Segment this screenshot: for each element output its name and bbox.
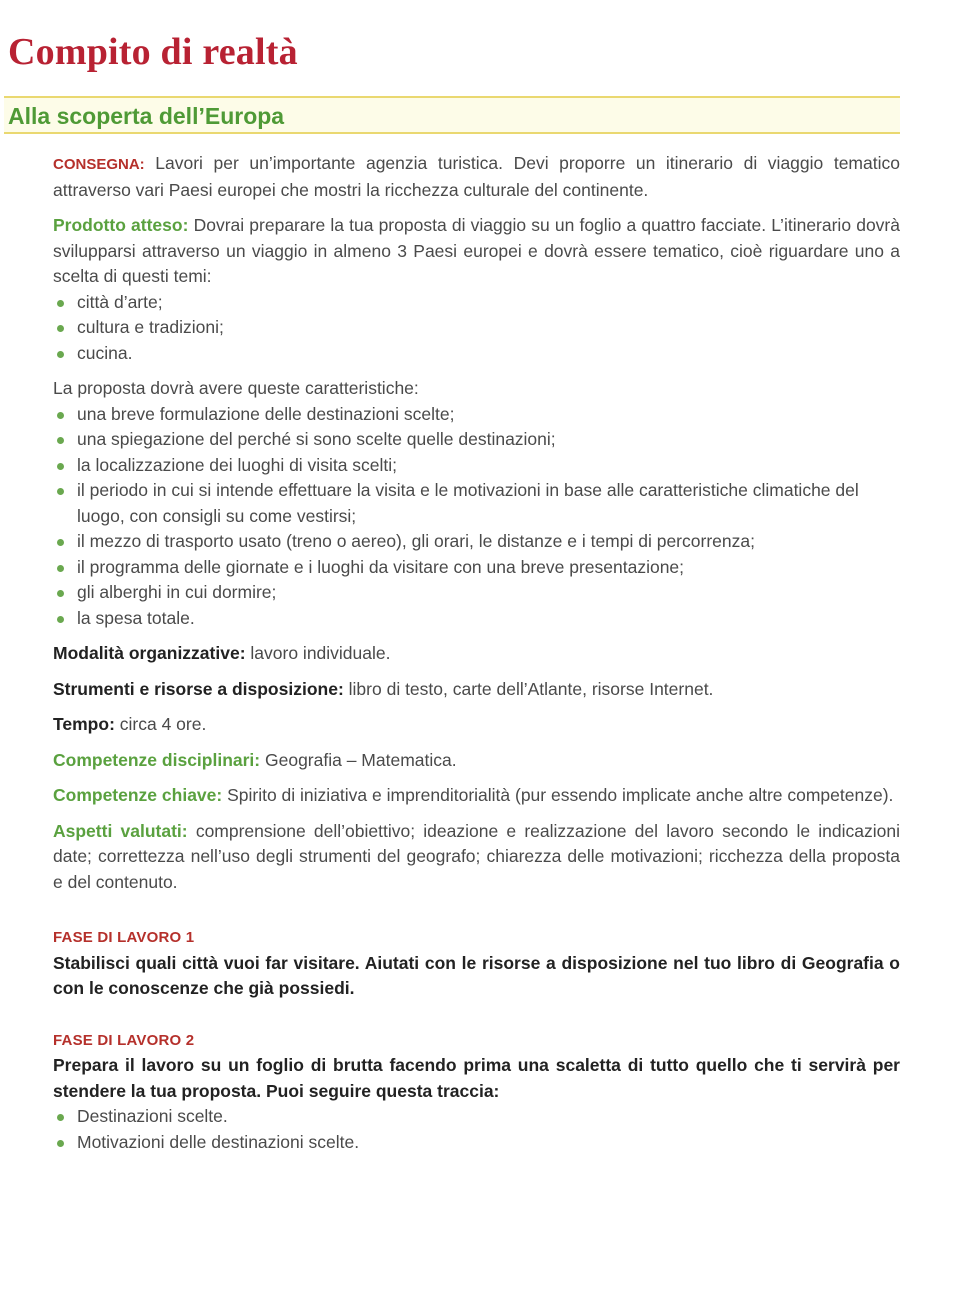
aspetti-paragraph: [53, 819, 900, 896]
section-band: [4, 96, 900, 134]
themes-list: [53, 290, 900, 367]
competenze-disciplinari-text: Geografia – Matematica.: [265, 749, 457, 770]
modalita-paragraph: [53, 641, 900, 667]
consegna-label: CONSEGNA:: [53, 156, 145, 173]
consegna-paragraph: [53, 151, 900, 203]
list-item: la localizzazione dei luoghi di visita scelti;: [53, 453, 900, 479]
list-item: Motivazioni delle destinazioni scelte.: [53, 1130, 900, 1156]
prodotto-paragraph: [53, 213, 900, 290]
list-item: cultura e tradizioni;: [53, 315, 900, 341]
list-item: una breve formulazione delle destinazioni scelte;: [53, 402, 900, 428]
list-item: il periodo in cui si intende effettuare la visita e le motivazioni in base alle caratteristiche climatiche del luogo, con consigli su come vestirsi;: [53, 478, 900, 529]
modalita-text: lavoro individuale.: [250, 643, 391, 663]
list-item: città d’arte;: [53, 290, 900, 316]
fase-2-list: [53, 1104, 900, 1155]
competenze-chiave-paragraph: [53, 783, 900, 809]
list-item: una spiegazione del perché si sono scelte quelle destinazioni;: [53, 427, 900, 453]
page-title: Compito di realtà: [8, 31, 298, 73]
list-item: la spesa totale.: [53, 606, 900, 632]
section-title: Alla scoperta dell’Europa: [8, 103, 285, 129]
list-item: il programma delle giornate e i luoghi da visitare con una breve presentazione;: [53, 555, 900, 581]
competenze-disciplinari-paragraph: [53, 748, 900, 774]
competenze-chiave-text: Spirito di iniziativa e imprenditorialità (pur essendo implicate anche altre competenze).: [227, 785, 894, 805]
tempo-label: Tempo:: [53, 714, 115, 734]
competenze-disciplinari-label: Competenze disciplinari:: [53, 749, 261, 770]
modalita-label: Modalità organizzative:: [53, 643, 246, 663]
aspetti-text: comprensione dell’obiettivo; ideazione e realizzazione del lavoro secondo le indicazioni date; correttezza nell’uso degli strumenti del geografo; chiarezza delle motivazioni; ricchezza della proposta e del contenuto.: [53, 820, 900, 892]
competenze-chiave-label: Competenze chiave:: [53, 785, 223, 805]
tempo-paragraph: [53, 712, 900, 738]
tempo-text: circa 4 ore.: [119, 714, 207, 734]
list-item: Destinazioni scelte.: [53, 1104, 900, 1130]
fase-2: [53, 1028, 900, 1156]
list-item: cucina.: [53, 341, 900, 367]
list-item: gli alberghi in cui dormire;: [53, 580, 900, 606]
list-item: il mezzo di trasporto usato (treno o aereo), gli orari, le distanze e i tempi di percorrenza;: [53, 529, 900, 555]
caratteristiche-list: [53, 402, 900, 632]
strumenti-label: Strumenti e risorse a disposizione:: [53, 678, 344, 699]
fase-2-text: Prepara il lavoro su un foglio di brutta facendo prima una scaletta di tutto quello che ti servirà per stendere la tua proposta. Puoi seguire questa traccia:: [53, 1055, 900, 1101]
aspetti-label: Aspetti valutati:: [53, 820, 188, 841]
fase-1-text: Stabilisci quali città vuoi far visitare. Aiutati con le risorse a disposizione nel tuo libro di Geografia o con le conoscenze che già possiedi.: [53, 952, 900, 998]
task-content: [53, 151, 900, 1155]
prodotto-text: Dovrai preparare la tua proposta di viaggio su un foglio a quattro facciate. L’itinerario dovrà svilupparsi attraverso un viaggio in almeno 3 Paesi europei e dovrà essere tematico, cioè riguardare uno a scelta di questi temi:: [53, 215, 900, 286]
fase-1-heading: FASE DI LAVORO 1: [53, 929, 195, 946]
fase-2-heading: FASE DI LAVORO 2: [53, 1031, 195, 1049]
consegna-text: Lavori per un’importante agenzia turistica. Devi proporre un itinerario di viaggio tematico attraverso vari Paesi europei che mostri la ricchezza culturale del continente.: [53, 153, 900, 200]
prodotto-label: Prodotto atteso:: [53, 215, 189, 235]
fase-1: [53, 925, 900, 1002]
strumenti-paragraph: [53, 677, 900, 703]
caratteristiche-intro: La proposta dovrà avere queste caratteristiche:: [53, 378, 419, 398]
strumenti-text: libro di testo, carte dell’Atlante, risorse Internet.: [348, 678, 714, 699]
